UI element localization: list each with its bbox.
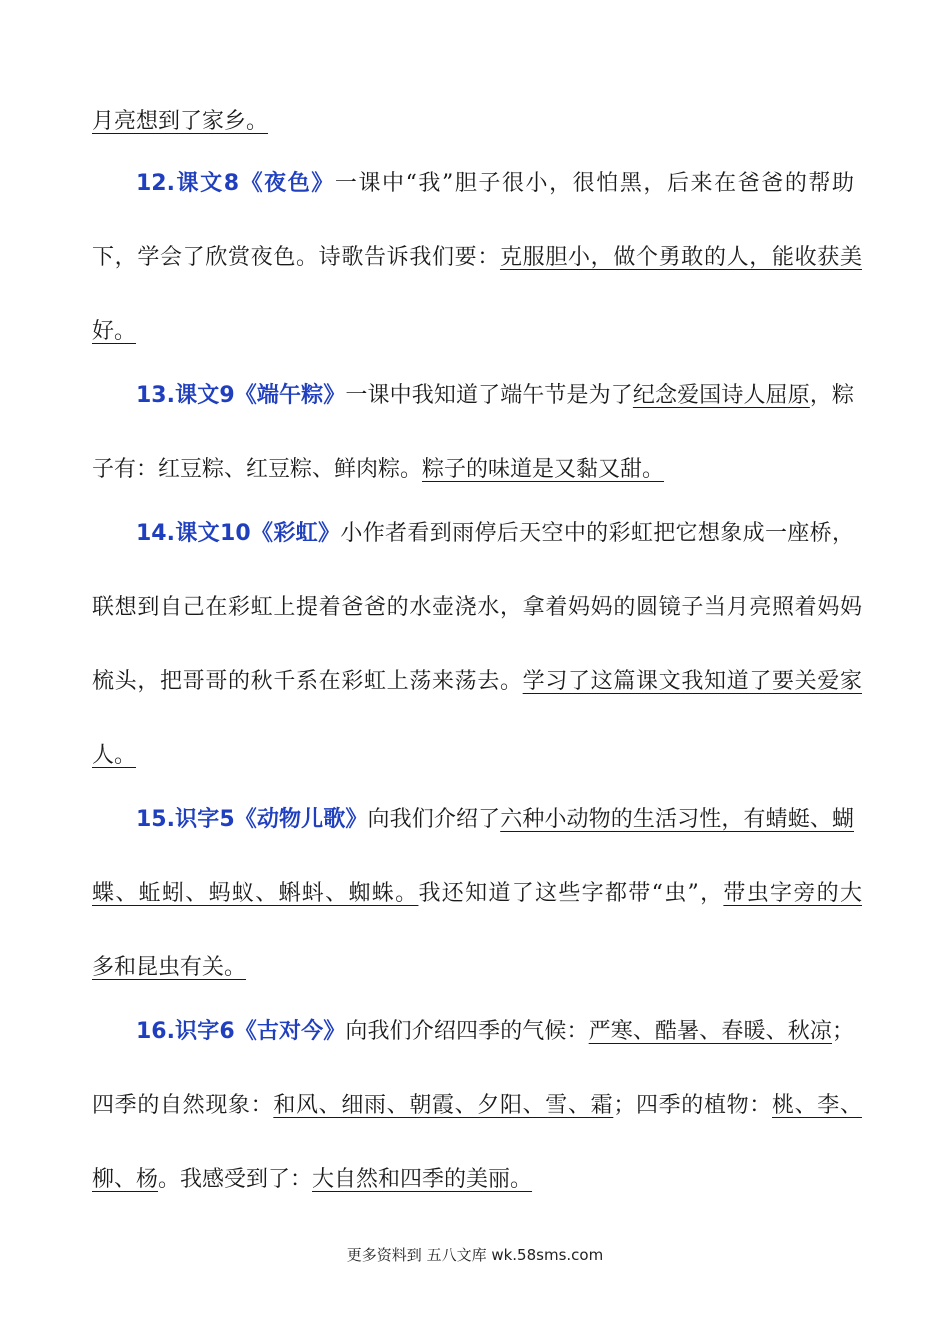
paragraph-15-line-2 (92, 878, 862, 910)
answer-underline: 月亮想到了家乡。 (92, 109, 269, 134)
answer-underline: 多和昆虫有关。 (92, 955, 247, 980)
text: 一课中我知道了端午节是为了 (345, 383, 633, 408)
text: 小作者看到雨停后天空中的彩虹把它想象成一座桥， (340, 521, 854, 546)
text: ； (831, 1019, 854, 1044)
text: 梳头，把哥哥的秋千系在彩虹上荡来荡去。 (92, 669, 523, 694)
answer-underline: 人。 (92, 743, 137, 768)
paragraph-15-line-3 (92, 952, 862, 984)
answer-underline: 严寒、酷暑、春暖、秋凉 (588, 1019, 832, 1044)
text: 。我感受到了： (158, 1167, 313, 1192)
text: 子有：红豆粽、红豆粽、鲜肉粽。 (92, 457, 423, 482)
lesson-reference: 15.识字5《动物儿歌》 (136, 807, 368, 832)
paragraph-16-line-3 (92, 1164, 862, 1196)
text: ；四季的植物： (613, 1093, 772, 1118)
paragraph-13-line-1 (136, 380, 854, 412)
answer-underline: 桃、李、 (771, 1093, 862, 1118)
answer-underline: 克服胆小，做个勇敢的人，能收获美 (499, 245, 862, 270)
paragraph-12-line-1 (136, 168, 854, 200)
paragraph-11-line-1 (92, 106, 862, 138)
answer-underline: 和风、细雨、朝霞、夕阳、雪、霜 (273, 1093, 614, 1118)
paragraph-13-line-2 (92, 454, 862, 486)
text: 一课中“我”胆子很小，很怕黑，后来在爸爸的帮助 (334, 171, 854, 196)
footer-watermark: 更多资料到 五八文库 wk.58sms.com (346, 1246, 604, 1264)
paragraph-12-line-2 (92, 242, 862, 274)
lesson-reference: 16.识字6《古对今》 (136, 1019, 346, 1044)
answer-underline: 粽子的味道是又黏又甜。 (422, 457, 665, 482)
answer-underline: 蝶、蚯蚓、蚂蚁、蝌蚪、蜘蛛。 (92, 881, 419, 906)
text: 下，学会了欣赏夜色。诗歌告诉我们要： (92, 245, 500, 270)
paragraph-14-line-3 (92, 666, 862, 698)
answer-underline: 大自然和四季的美丽。 (312, 1167, 533, 1192)
paragraph-14-line-4 (92, 740, 862, 772)
answer-underline: 好。 (92, 319, 137, 344)
answer-underline: 柳、杨 (92, 1167, 159, 1192)
answer-underline: 纪念爱国诗人屈原 (632, 383, 810, 408)
answer-underline: 学习了这篇课文我知道了要关爱家 (522, 669, 862, 694)
text: 向我们介绍四季的气候： (345, 1019, 589, 1044)
paragraph-15-line-1 (136, 804, 854, 836)
text: 联想到自己在彩虹上提着爸爸的水壶浇水，拿着妈妈的圆镜子当月亮照着妈妈 (92, 595, 862, 620)
answer-underline: 带虫字旁的大 (723, 881, 862, 906)
lesson-reference: 14.课文10《彩虹》 (136, 521, 341, 546)
paragraph-14-line-2 (92, 592, 862, 624)
text: 向我们介绍了 (367, 807, 501, 832)
text: 我还知道了这些字都带“虫”， (418, 881, 724, 906)
text: 四季的自然现象： (92, 1093, 274, 1118)
paragraph-12-line-3 (92, 316, 862, 348)
paragraph-14-line-1 (136, 518, 854, 550)
lesson-reference: 12.课文8《夜色》 (136, 171, 335, 196)
text: ，粽 (809, 383, 854, 408)
paragraph-16-line-2 (92, 1090, 862, 1122)
lesson-reference: 13.课文9《端午粽》 (136, 383, 346, 408)
paragraph-16-line-1 (136, 1016, 854, 1048)
answer-underline: 六种小动物的生活习性，有蜻蜓、蝴 (500, 807, 854, 832)
